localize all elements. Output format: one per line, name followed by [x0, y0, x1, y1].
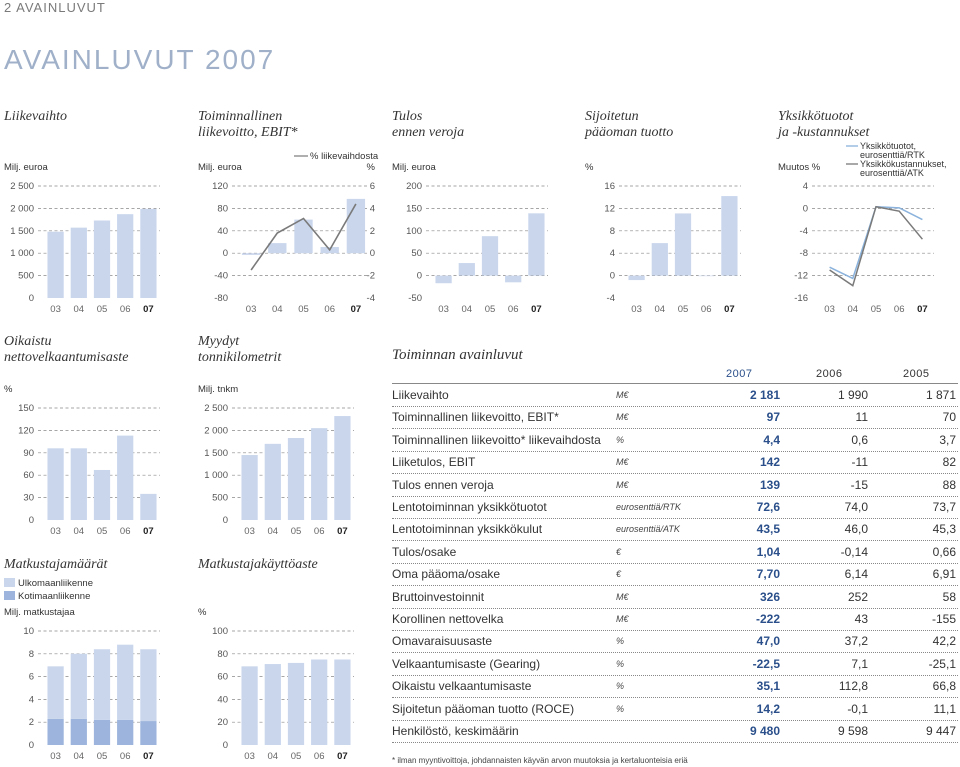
kpi-value-2005: 0,66 — [932, 544, 956, 559]
bar — [140, 649, 156, 721]
bar — [265, 664, 281, 745]
bar — [288, 438, 304, 520]
chart-3 — [584, 109, 741, 315]
kpi-label: Velkaantumisaste (Gearing) — [392, 656, 541, 671]
y-tick-label: -8 — [799, 248, 808, 260]
bar — [482, 236, 498, 275]
kpi-row — [392, 699, 958, 721]
kpi-label: Oma pääoma/osake — [392, 567, 501, 582]
x-tick-label: 07 — [143, 751, 154, 762]
kpi-row — [392, 519, 958, 541]
y-tick-label: 200 — [406, 181, 422, 192]
y-tick-label: 500 — [18, 270, 34, 282]
bar — [47, 232, 63, 298]
section-header: 2 AVAINLUVUT — [4, 0, 106, 15]
chart-title: Matkustajamäärät — [4, 557, 108, 572]
y-tick-label: 60 — [23, 470, 34, 482]
x-tick-label: 06 — [313, 751, 325, 762]
kpi-unit: % — [616, 681, 625, 692]
kpi-year-2006: 2006 — [816, 368, 843, 380]
kpi-row — [392, 631, 958, 653]
kpi-unit: M€ — [616, 390, 629, 400]
x-tick-label: 04 — [847, 304, 859, 315]
kpi-value-2007: 43,5 — [756, 522, 780, 537]
x-tick-label: 06 — [324, 304, 335, 315]
x-tick-label: 05 — [96, 751, 108, 762]
y2-tick-label: 2 — [369, 225, 375, 237]
y-tick-label: 12 — [604, 203, 615, 215]
y-tick-label: 50 — [411, 248, 422, 260]
y2-tick-label: 4 — [369, 203, 375, 215]
kpi-value-2005: 6,91 — [932, 567, 956, 582]
x-tick-label: 04 — [461, 304, 473, 315]
bar — [117, 436, 133, 520]
kpi-value-2006: -15 — [850, 477, 868, 492]
chart-6 — [197, 334, 354, 537]
y-tick-label: 2 — [28, 717, 34, 729]
x-tick-label: 04 — [267, 526, 279, 537]
kpi-label: Oikaistu velkaantumisaste — [392, 679, 532, 694]
chart-0 — [3, 109, 160, 315]
unit-label: % — [585, 162, 594, 173]
x-tick-label: 06 — [313, 526, 325, 537]
kpi-value-2007: 72,6 — [756, 500, 780, 514]
x-tick-label: 03 — [824, 304, 835, 315]
x-tick-label: 03 — [631, 304, 642, 315]
y-tick-label: 0 — [28, 293, 34, 304]
legend-label: Ulkomaanliikenne — [18, 578, 93, 589]
bar — [459, 263, 475, 276]
y-tick-label: 40 — [217, 225, 228, 237]
bar — [652, 243, 668, 275]
kpi-unit: % — [616, 636, 625, 647]
chart-title: Tulos ennen veroja — [392, 109, 465, 140]
y2-tick-label: 0 — [369, 248, 375, 260]
chart-7 — [3, 557, 160, 762]
x-tick-label: 07 — [531, 304, 542, 315]
kpi-value-2007: 9 480 — [749, 724, 780, 738]
kpi-value-2007: 4,4 — [763, 432, 780, 447]
legend-label: Kotimaanliikenne — [18, 591, 91, 602]
bar — [117, 645, 133, 720]
kpi-row — [392, 609, 958, 631]
kpi-label: Sijoitetun pääoman tuotto (ROCE) — [392, 701, 575, 716]
y-tick-label: 2 000 — [10, 203, 34, 215]
kpi-value-2007: 1,04 — [756, 544, 780, 559]
kpi-label: Lentotoiminnan yksikkötuotot — [392, 500, 547, 514]
bar — [94, 470, 110, 520]
x-tick-label: 03 — [50, 751, 61, 762]
kpi-label: Liiketulos, EBIT — [392, 455, 476, 470]
right-unit-label: % — [366, 162, 375, 173]
kpi-label: Tulos ennen veroja — [392, 477, 494, 492]
x-tick-label: 03 — [50, 526, 61, 537]
kpi-row — [392, 654, 958, 676]
kpi-value-2006: 74,0 — [844, 500, 868, 514]
series-line — [830, 207, 923, 279]
bar — [140, 494, 156, 520]
bar — [94, 649, 110, 720]
kpi-value-2006: 1 990 — [837, 388, 868, 402]
y-tick-label: 8 — [609, 225, 615, 237]
bar — [698, 276, 714, 277]
kpi-row — [392, 475, 958, 497]
y-tick-label: 60 — [217, 671, 228, 683]
x-tick-label: 04 — [267, 751, 279, 762]
bar — [241, 666, 257, 745]
y-tick-label: 20 — [217, 717, 228, 729]
kpi-unit: eurosenttiä/RTK — [616, 502, 681, 512]
x-tick-label: 03 — [245, 304, 257, 315]
kpi-value-2007: 97 — [766, 410, 780, 425]
bar — [140, 209, 156, 298]
kpi-row — [392, 385, 958, 407]
kpi-label: Tulos/osake — [392, 544, 457, 559]
bar — [628, 276, 644, 280]
kpi-label: Toiminnallinen liikevoitto* liikevaihdosta — [392, 432, 601, 447]
x-tick-label: 07 — [917, 304, 928, 315]
x-tick-label: 07 — [337, 751, 348, 762]
x-tick-label: 05 — [298, 304, 309, 315]
bar — [71, 448, 87, 520]
kpi-value-2005: 11,1 — [933, 701, 956, 716]
y-tick-label: 150 — [18, 403, 34, 414]
unit-label: Milj. tnkm — [198, 384, 239, 395]
kpi-unit: € — [616, 546, 622, 557]
x-tick-label: 04 — [73, 751, 85, 762]
kpi-footnote: * ilman myyntivoittoja, johdannaisten käyvän arvon muutoksia ja kertaluonteisia eriä — [392, 756, 688, 765]
legend-label: % liikevaihdosta — [310, 151, 379, 162]
x-tick-label: 07 — [143, 526, 154, 537]
x-tick-label: 06 — [119, 751, 131, 762]
kpi-value-2006: 9 598 — [837, 724, 868, 738]
kpi-unit: % — [616, 703, 625, 714]
chart-1 — [198, 109, 379, 315]
y-tick-label: 40 — [217, 694, 228, 706]
y-tick-label: 0 — [222, 248, 228, 260]
kpi-unit: eurosenttiä/ATK — [616, 524, 680, 535]
kpi-value-2006: 11 — [855, 410, 868, 425]
bar — [71, 654, 87, 719]
unit-label: Milj. euroa — [392, 162, 436, 173]
kpi-value-2007: 142 — [759, 455, 780, 470]
y-tick-label: 0 — [222, 740, 228, 751]
bar — [311, 660, 327, 746]
x-tick-label: 06 — [507, 304, 519, 315]
y-tick-label: 1 500 — [204, 447, 228, 459]
x-tick-label: 04 — [272, 304, 283, 315]
kpi-row — [392, 587, 958, 609]
kpi-year-2007: 2007 — [726, 368, 753, 380]
bar — [47, 666, 63, 718]
y-tick-label: 150 — [406, 203, 422, 215]
x-tick-label: 05 — [96, 304, 108, 315]
chart-4 — [776, 109, 947, 315]
bar — [117, 214, 133, 298]
bar — [268, 243, 286, 253]
kpi-row — [392, 407, 958, 429]
kpi-row — [392, 676, 958, 698]
y-tick-label: 1 000 — [204, 470, 228, 482]
kpi-unit: % — [616, 434, 625, 445]
chart-title: Yksikkötuotot ja -kustannukset — [778, 109, 870, 140]
kpi-unit: M€ — [616, 457, 629, 468]
y-tick-label: 4 — [28, 694, 34, 706]
y-tick-label: 16 — [604, 181, 615, 192]
kpi-value-2006: 6,14 — [844, 567, 868, 582]
y-tick-label: -4 — [606, 293, 615, 304]
bar — [71, 719, 87, 745]
y2-tick-label: 6 — [369, 181, 375, 192]
kpi-value-2005: 1 871 — [925, 388, 956, 402]
row-divider — [392, 742, 958, 743]
x-tick-label: 04 — [73, 304, 85, 315]
y-tick-label: 30 — [23, 492, 34, 504]
x-tick-label: 05 — [290, 526, 302, 537]
y-tick-label: 90 — [23, 447, 34, 459]
kpi-value-2006: 0,6 — [851, 432, 868, 447]
kpi-value-2005: 70 — [942, 410, 956, 425]
kpi-value-2006: 7,1 — [851, 656, 868, 671]
chart-title: Toiminnallinen liikevoitto, EBIT* — [198, 109, 298, 140]
page-title: AVAINLUVUT 2007 — [4, 44, 276, 75]
bar — [94, 720, 110, 745]
kpi-value-2005: 3,7 — [939, 432, 956, 447]
chart-2 — [392, 109, 548, 315]
y-tick-label: 0 — [28, 515, 34, 526]
kpi-value-2006: 252 — [847, 589, 868, 604]
unit-label: % — [4, 384, 13, 395]
x-tick-label: 03 — [50, 304, 61, 315]
legend-label: Yksikkötuotot, eurosenttiä/RTK — [860, 141, 925, 160]
unit-label: Muutos % — [778, 162, 821, 173]
kpi-row — [392, 430, 958, 452]
kpi-value-2007: 47,0 — [756, 634, 780, 649]
y-tick-label: 0 — [28, 740, 34, 751]
y-tick-label: 0 — [416, 270, 422, 282]
kpi-value-2005: 9 447 — [925, 724, 956, 738]
y2-tick-label: -2 — [366, 270, 375, 282]
kpi-label: Henkilöstö, keskimäärin — [392, 724, 519, 738]
kpi-unit: % — [616, 658, 625, 669]
x-tick-label: 05 — [870, 304, 882, 315]
kpi-label: Toiminnallinen liikevoitto, EBIT* — [392, 410, 559, 425]
x-tick-label: 05 — [484, 304, 496, 315]
y-tick-label: -12 — [794, 270, 808, 282]
x-tick-label: 07 — [724, 304, 735, 315]
kpi-unit: M€ — [616, 479, 629, 490]
y-tick-label: 120 — [212, 181, 228, 192]
chart-5 — [4, 334, 160, 537]
y-tick-label: 10 — [23, 626, 34, 637]
y-tick-label: 1 000 — [10, 248, 34, 260]
kpi-value-2006: -0,1 — [847, 701, 868, 716]
x-tick-label: 06 — [893, 304, 905, 315]
bar — [311, 428, 327, 520]
kpi-year-2005: 2005 — [903, 368, 930, 380]
x-tick-label: 05 — [96, 526, 108, 537]
y-tick-label: 6 — [28, 671, 34, 683]
bar — [288, 663, 304, 745]
unit-label: Milj. matkustajaa — [4, 607, 75, 618]
x-tick-label: 03 — [438, 304, 449, 315]
y-tick-label: 4 — [802, 181, 808, 192]
kpi-value-2007: 2 181 — [749, 388, 780, 402]
y2-tick-label: -4 — [366, 293, 375, 304]
chart-title: Liikevaihto — [4, 109, 67, 124]
bar — [334, 416, 350, 520]
bar — [47, 719, 63, 745]
kpi-value-2006: -11 — [851, 455, 868, 470]
y-tick-label: 2 500 — [204, 403, 228, 414]
bar — [140, 721, 156, 745]
kpi-value-2005: 66,8 — [932, 679, 956, 694]
bar — [47, 448, 63, 520]
kpi-value-2005: 82 — [942, 455, 956, 470]
kpi-label: Korollinen nettovelka — [392, 612, 504, 626]
x-tick-label: 07 — [350, 304, 362, 315]
kpi-row — [392, 452, 958, 474]
kpi-value-2006: 112,8 — [838, 679, 868, 694]
y-tick-label: 2 500 — [10, 181, 34, 192]
kpi-row — [392, 564, 958, 586]
kpi-row — [392, 497, 958, 519]
bar — [265, 444, 281, 520]
y-tick-label: 100 — [406, 225, 422, 237]
kpi-unit: M€ — [616, 591, 629, 602]
bar — [242, 253, 260, 255]
bar — [94, 220, 110, 298]
kpi-value-2007: 326 — [759, 589, 780, 604]
kpi-value-2005: 88 — [942, 477, 956, 492]
bar — [241, 455, 257, 520]
bar — [528, 213, 544, 275]
kpi-unit: € — [616, 569, 622, 580]
kpi-header-rule — [392, 383, 958, 384]
y-tick-label: -16 — [794, 293, 808, 304]
x-tick-label: 06 — [119, 304, 131, 315]
bar — [117, 720, 133, 745]
x-tick-label: 06 — [700, 304, 712, 315]
y-tick-label: 4 — [609, 248, 615, 260]
unit-label: % — [198, 607, 207, 618]
kpi-value-2005: -25,1 — [928, 656, 956, 671]
x-tick-label: 03 — [244, 526, 255, 537]
y-tick-label: 80 — [217, 648, 228, 660]
y-tick-label: 0 — [802, 203, 808, 215]
bar — [721, 196, 737, 276]
y-tick-label: 500 — [212, 492, 228, 504]
kpi-value-2006: -0,14 — [840, 544, 868, 559]
kpi-value-2005: 73,7 — [932, 500, 956, 514]
x-tick-label: 07 — [337, 526, 348, 537]
kpi-value-2007: 14,2 — [756, 701, 780, 716]
y-tick-label: -40 — [214, 270, 228, 282]
bar — [294, 220, 312, 254]
x-tick-label: 03 — [244, 751, 255, 762]
x-tick-label: 06 — [119, 526, 131, 537]
kpi-label: Lentotoiminnan yksikkökulut — [392, 522, 543, 537]
kpi-table-title: Toiminnan avainluvut — [392, 347, 523, 363]
y-tick-label: 0 — [222, 515, 228, 526]
bar — [435, 276, 451, 284]
chart-title: Matkustajakäyttöaste — [198, 557, 318, 572]
legend-swatch — [4, 578, 15, 587]
chart-title: Myydyt tonnikilometrit — [198, 334, 282, 365]
kpi-value-2007: -222 — [755, 612, 780, 626]
bar — [347, 199, 365, 253]
y-tick-label: -80 — [214, 293, 228, 304]
kpi-label: Liikevaihto — [392, 388, 449, 402]
x-tick-label: 04 — [654, 304, 666, 315]
kpi-value-2006: 46,0 — [844, 522, 868, 537]
unit-label: Milj. euroa — [4, 162, 48, 173]
bar — [675, 213, 691, 275]
kpi-value-2007: 139 — [759, 477, 780, 492]
kpi-label: Omavaraisuusaste — [392, 634, 493, 649]
kpi-value-2005: 42,2 — [932, 634, 956, 649]
y-tick-label: 2 000 — [204, 425, 228, 437]
bar — [334, 660, 350, 746]
y-tick-label: 1 500 — [10, 225, 34, 237]
y-tick-label: 100 — [212, 626, 228, 637]
legend-swatch — [4, 591, 15, 600]
bar — [505, 276, 521, 283]
chart-8 — [197, 557, 354, 762]
kpi-value-2005: -155 — [931, 612, 956, 626]
kpi-value-2007: -22,5 — [752, 656, 780, 671]
bar — [71, 228, 87, 298]
kpi-row — [392, 542, 958, 564]
chart-title: Sijoitetun pääoman tuotto — [585, 109, 674, 140]
kpi-label: Bruttoinvestoinnit — [392, 589, 485, 604]
y-tick-label: 0 — [609, 270, 615, 282]
kpi-unit: M€ — [616, 412, 629, 423]
y-tick-label: -4 — [799, 225, 808, 237]
legend-label: Yksikkökustannukset, eurosenttiä/ATK — [860, 159, 947, 178]
kpi-row — [392, 721, 958, 743]
unit-label: Milj. euroa — [198, 162, 242, 173]
y-tick-label: 120 — [18, 425, 34, 437]
y-tick-label: 8 — [28, 648, 34, 660]
chart-title: Oikaistu nettovelkaantumisaste — [4, 334, 129, 365]
kpi-value-2007: 35,1 — [756, 679, 780, 694]
x-tick-label: 05 — [677, 304, 689, 315]
y-tick-label: 80 — [217, 203, 228, 215]
x-tick-label: 05 — [290, 751, 302, 762]
kpi-value-2007: 7,70 — [756, 567, 780, 582]
y-tick-label: -50 — [408, 293, 422, 304]
kpi-value-2006: 43 — [854, 612, 868, 626]
kpi-value-2005: 58 — [942, 589, 956, 604]
kpi-unit: M€ — [616, 614, 629, 624]
kpi-value-2005: 45,3 — [932, 522, 956, 537]
x-tick-label: 07 — [143, 304, 154, 315]
kpi-value-2006: 37,2 — [844, 634, 868, 649]
x-tick-label: 04 — [73, 526, 85, 537]
